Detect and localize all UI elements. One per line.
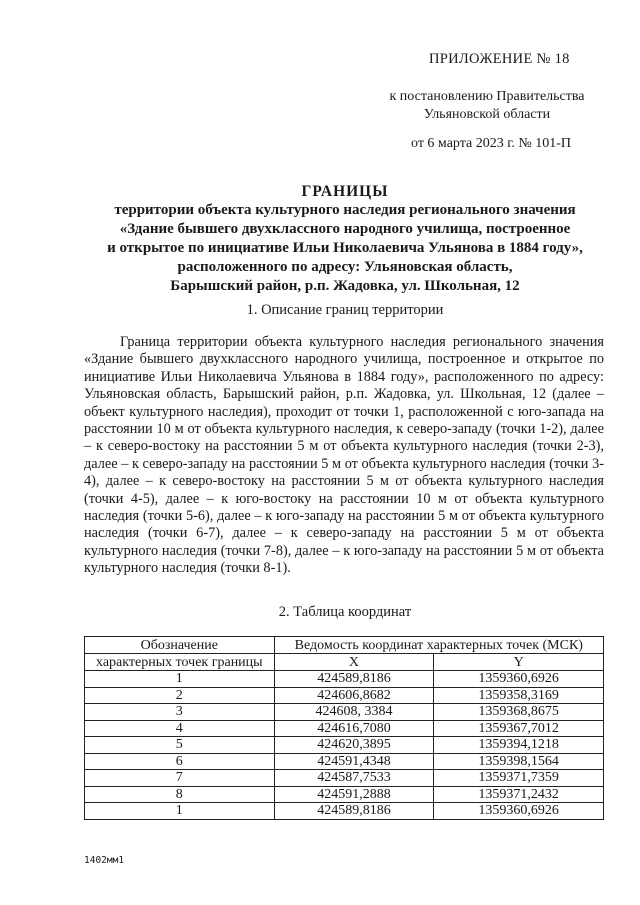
table-row <box>85 786 604 803</box>
table-row <box>85 770 604 787</box>
y-cell: 1359398,1564 <box>434 753 604 770</box>
x-cell: 424589,8186 <box>274 671 434 688</box>
x-cell: 424620,3895 <box>274 737 434 754</box>
x-cell: 424608, 3384 <box>274 704 434 721</box>
y-cell: 1359360,6926 <box>434 803 604 820</box>
title-line-1: территории объекта культурного наследия регионального значения <box>114 202 576 218</box>
header-statement: Ведомость координат характерных точек (МСК) <box>274 637 603 654</box>
header-x: X <box>274 654 434 671</box>
table-row <box>85 671 604 688</box>
resolution-line-2: Ульяновской области <box>423 107 551 122</box>
x-cell: 424606,8682 <box>274 687 434 704</box>
resolution-line-1: к постановлению Правительства <box>389 89 585 104</box>
point-cell: 3 <box>85 704 275 721</box>
y-cell: 1359367,7012 <box>434 720 604 737</box>
document-title <box>60 182 630 296</box>
table-row <box>85 687 604 704</box>
point-cell: 5 <box>85 737 275 754</box>
resolution-reference <box>387 88 587 124</box>
point-cell: 7 <box>85 770 275 787</box>
y-cell: 1359371,2432 <box>434 786 604 803</box>
appendix-number: ПРИЛОЖЕНИЕ № 18 <box>429 51 570 67</box>
table-row <box>85 704 604 721</box>
title-line-2: «Здание бывшего двухклассного народного училища, построенное <box>119 221 571 237</box>
y-cell: 1359358,3169 <box>434 687 604 704</box>
y-cell: 1359371,7359 <box>434 770 604 787</box>
section-heading-coordinates: 2. Таблица координат <box>278 604 412 620</box>
table-row <box>85 737 604 754</box>
point-cell: 2 <box>85 687 275 704</box>
header-point-label-2: характерных точек границы <box>85 654 275 671</box>
header-y: Y <box>434 654 604 671</box>
point-cell: 8 <box>85 786 275 803</box>
title-main: ГРАНИЦЫ <box>301 183 389 200</box>
coordinates-table <box>84 636 604 820</box>
point-cell: 1 <box>85 803 275 820</box>
x-cell: 424589,8186 <box>274 803 434 820</box>
y-cell: 1359394,1218 <box>434 737 604 754</box>
table-row <box>85 803 604 820</box>
title-line-5: Барышский район, р.п. Жадовка, ул. Школьная, 12 <box>170 278 520 294</box>
table-row <box>85 753 604 770</box>
footer-code: 1402мм1 <box>84 855 125 866</box>
point-cell: 1 <box>85 671 275 688</box>
resolution-date: от 6 марта 2023 г. № 101-П <box>411 136 572 151</box>
table-row <box>85 720 604 737</box>
y-cell: 1359368,8675 <box>434 704 604 721</box>
y-cell: 1359360,6926 <box>434 671 604 688</box>
x-cell: 424591,2888 <box>274 786 434 803</box>
x-cell: 424616,7080 <box>274 720 434 737</box>
boundary-description-text: Граница территории объекта культурного наследия регионального значения «Здание бывшего двухклассного народного училища, построенное и открытое по инициативе Ильи Николаевича Ульянова в 1884 году», расположенного по адресу: Ульяновская область, Барышский район, р.п. Жадовка, ул. Школьная, 12 (далее – объект культурного наследия), проходит от точки 1, расположенной с юго-запада на расстоянии 10 м от объекта культурного наследия, к северо-западу (точки 1-2), далее – к северо-востоку на расстоянии 5 м от объекта культурного наследия (точки 2-3), далее – к северо-западу на расстоянии 5 м от объекта культурного наследия (точки 3-4), далее – к северо-востоку на расстоянии 5 м от объекта культурного наследия (точки 4-5), далее – к юго-востоку на расстоянии 10 м от объекта культурного наследия (точки 5-6), далее – к юго-западу на расстоянии 5 м от объекта культурного наследия (точки 6-7), далее – к северо-западу на расстоянии 5 м от объекта культурного наследия (точки 7-8), далее – к юго-западу на расстоянии 5 м от объекта культурного наследия (точки 8-1). <box>84 334 604 577</box>
point-cell: 6 <box>85 753 275 770</box>
x-cell: 424591,4348 <box>274 753 434 770</box>
section-heading-description: 1. Описание границ территории <box>246 302 444 318</box>
title-line-3: и открытое по инициативе Ильи Николаевича Ульянова в 1884 году», <box>107 240 583 256</box>
header-point-label: Обозначение <box>85 637 275 654</box>
title-line-4: расположенного по адресу: Ульяновская область, <box>177 259 513 275</box>
point-cell: 4 <box>85 720 275 737</box>
x-cell: 424587,7533 <box>274 770 434 787</box>
